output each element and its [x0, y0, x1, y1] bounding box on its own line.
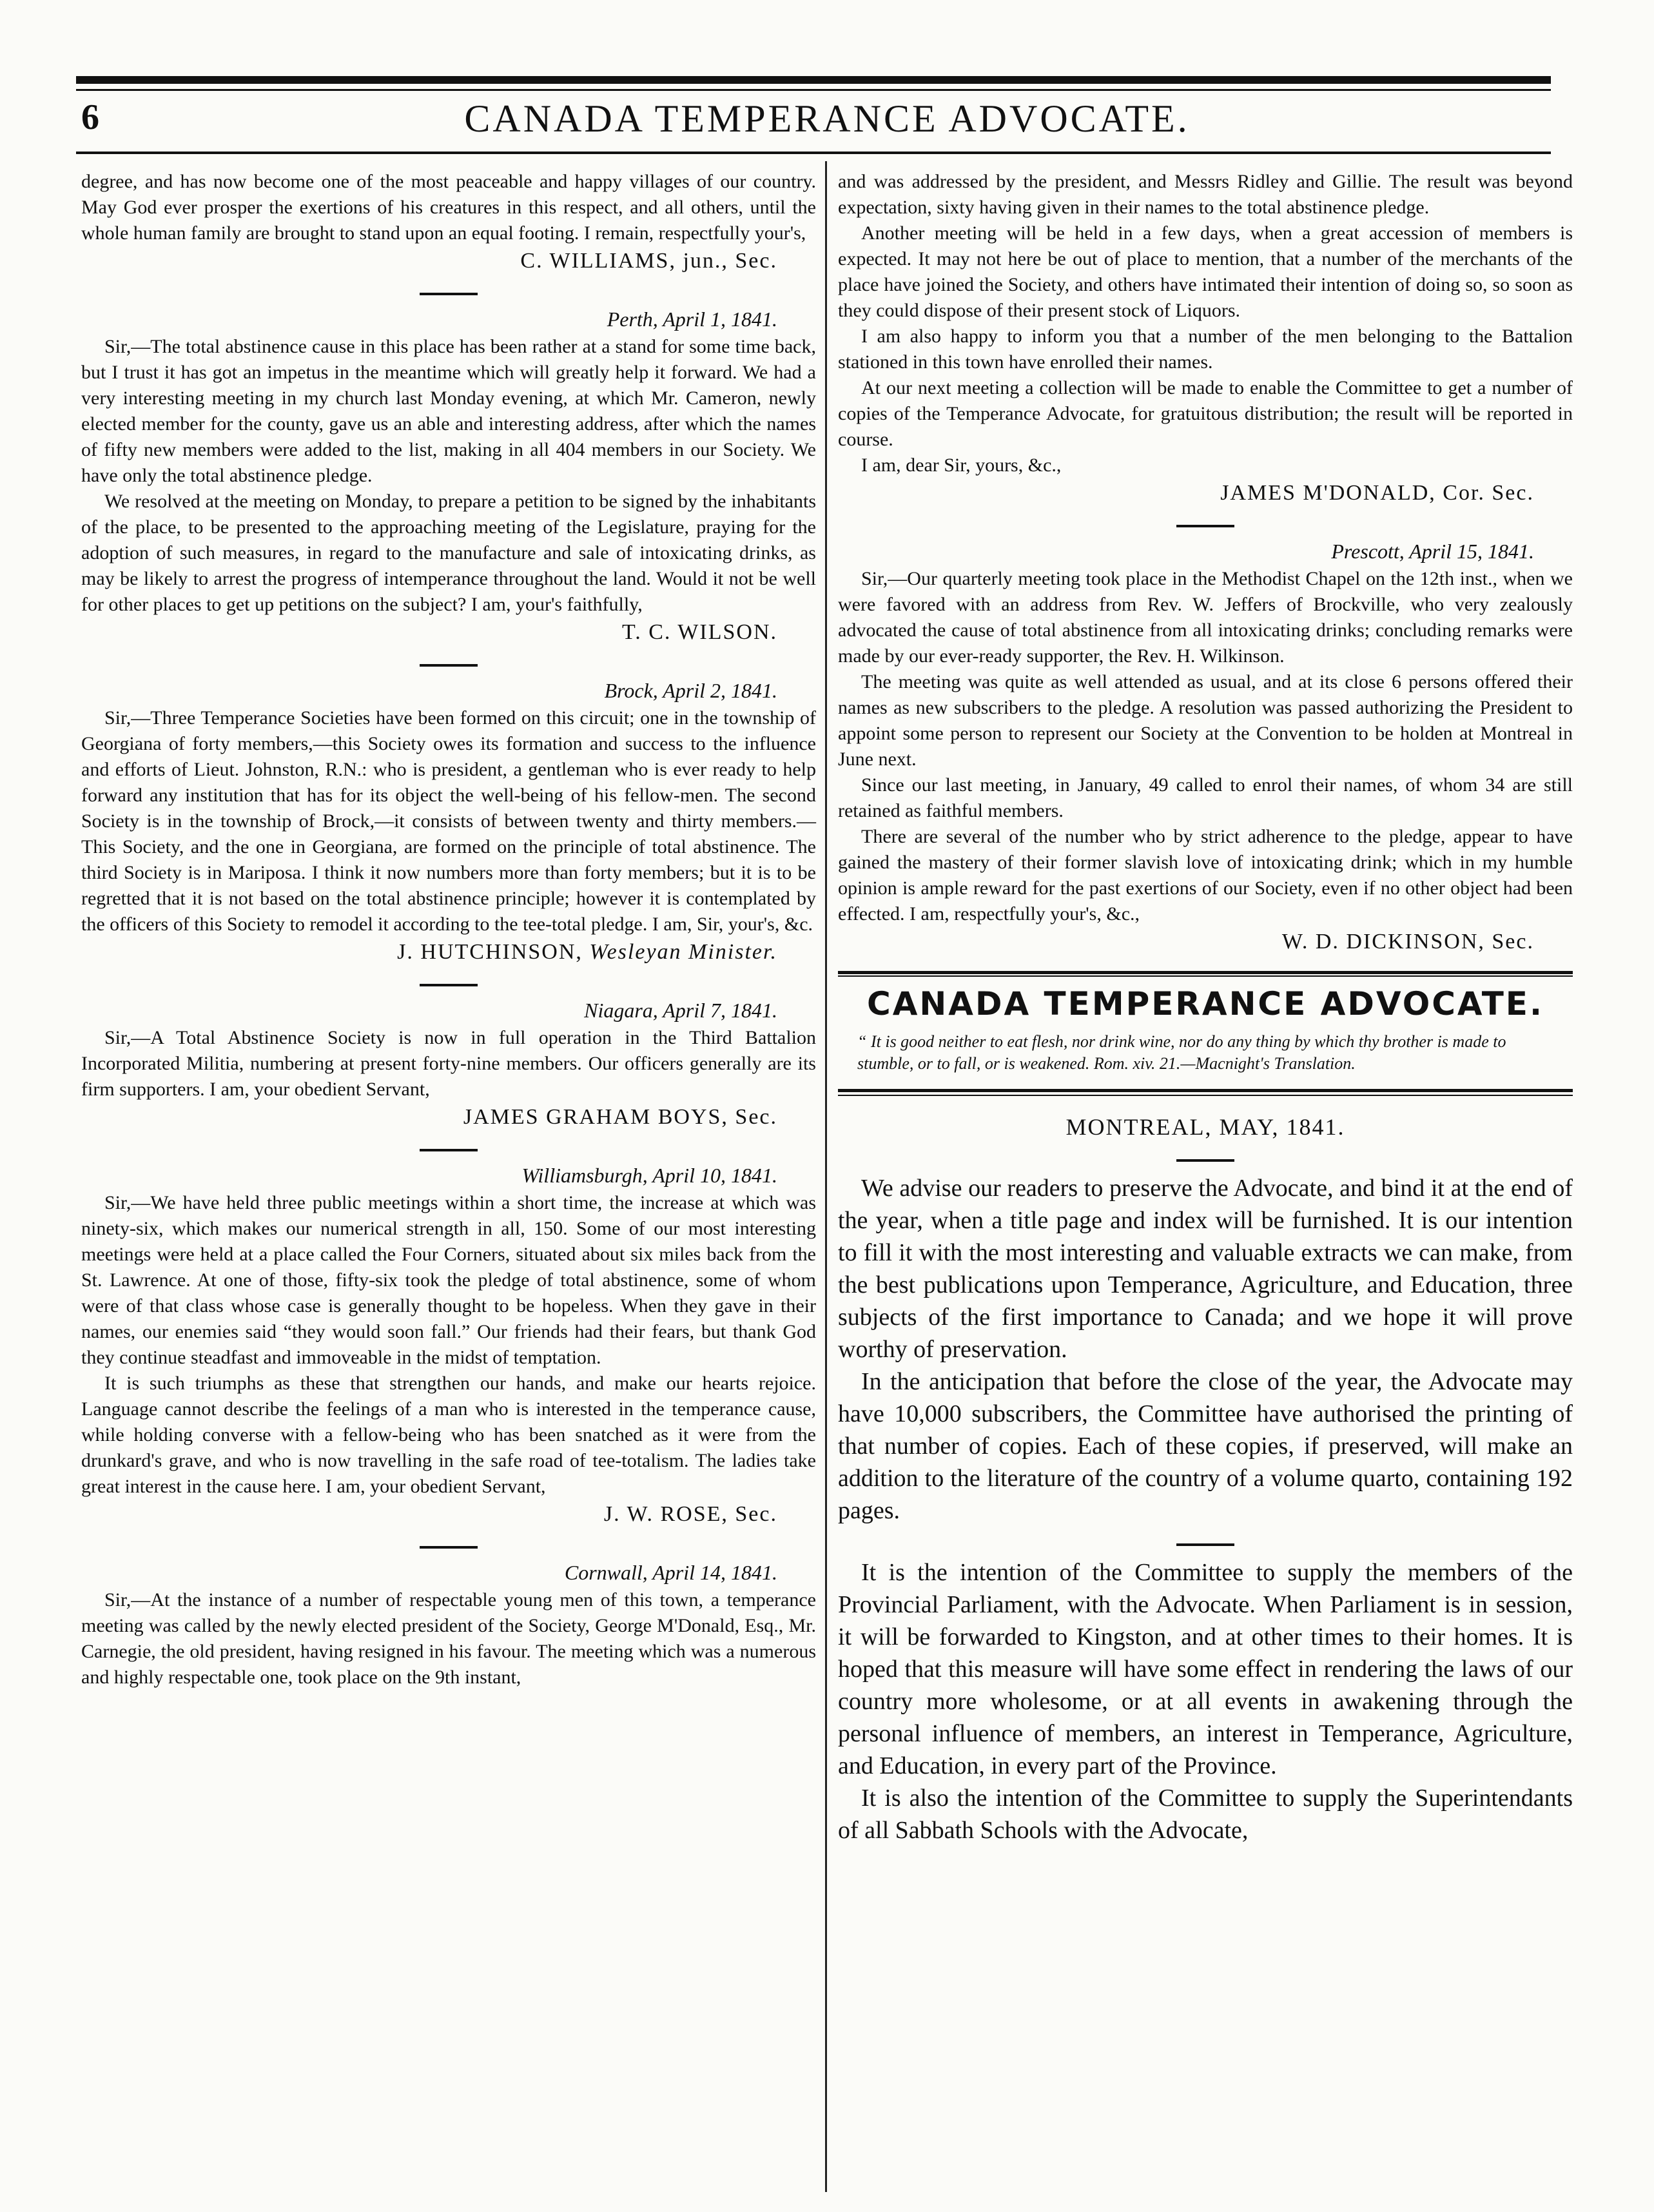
- letter-place: Niagara,: [584, 999, 658, 1022]
- letter-place: Prescott,: [1331, 540, 1405, 563]
- top-rule: [76, 76, 1551, 84]
- letter-date: April 14, 1841.: [652, 1561, 777, 1584]
- left-column: [81, 169, 816, 1690]
- issue-date: MONTREAL, MAY, 1841.: [1065, 1114, 1345, 1140]
- letter-paragraph: Sir,—We have held three public meetings within a short time, the increase at which was ninety-six, which makes our numerical strength in all, 150. Some of our most interesting meetings were held at a place called the Four Corners, situated about six miles back from the St. Lawrence. At one of those, fifty-six took the pledge of total abstinence, some of whom were of that class whose case is generally thought to be hopeless. When they gave in their names, our enemies said “they would soon fall.” Our friends had their fears, but thank God they continue steadfast and immoveable in the midst of temptation.: [81, 1192, 816, 1368]
- letter-paragraph: Sir,—At the instance of a number of respectable young men of this town, a temperance meeting was called by the newly elected president of the Society, George M'Donald, Esq., Mr. Carnegie, the old president, having resigned in his favour. The meeting which was a numerous and highly respectable one, took place on the 9th instant,: [81, 1589, 816, 1688]
- letter-paragraph: Sir,—A Total Abstinence Society is now in full operation in the Third Battalion Incorporated Militia, numbering at present forty-nine members. Our officers generally are its firm supporters. I am, your obedient Servant,: [81, 1027, 816, 1100]
- section-rule: [420, 1149, 478, 1151]
- letter-signature: J. W. ROSE, Sec.: [603, 1502, 777, 1526]
- letter-paragraph: There are several of the number who by strict adherence to the pledge, appear to have gained the mastery of their former slavish love of intoxicating drink; which in my humble opinion is ample reward for the past exertions of our Society, even if no other object had been effected. I am, respectfully your's, &c.,: [838, 826, 1573, 925]
- running-title: CANADA TEMPERANCE ADVOCATE.: [464, 97, 1190, 140]
- right-column: [838, 169, 1573, 1846]
- signature-name: J. HUTCHINSON,: [397, 940, 583, 964]
- letter-niagara: [81, 997, 816, 1132]
- letter-signature: T. C. WILSON.: [621, 620, 777, 644]
- masthead-rule-thin: [838, 975, 1573, 977]
- editorial-paragraph: In the anticipation that before the close of the year, the Advocate may have 10,000 subscribers, the Committee have authorised the printing of that number of copies. Each of these copies, if preserved, will make an addition to the literature of the country of a volume quarto, containing 192 pages.: [838, 1368, 1573, 1524]
- letter-dateline: [81, 997, 777, 1024]
- letter-paragraph: Sir,—Three Temperance Societies have been formed on this circuit; one in the township of Georgiana of forty members,—this Society owes its formation and success to the influence and efforts of Lieut. Johnston, R.N.: who is president, a gentleman who is ever ready to help forward any institution that has for its object the well-being of his fellow-men. The second Society is in the township of Brock,—it consists of between twenty and thirty members.—This Society, and the one in Georgiana, are formed on the principle of total abstinence. The third Society is in Mariposa. I think it now numbers more than forty members; but it is to be regretted that it is not based on the total abstinence principle; however it is contemplated by the officers of this Society to remodel it according to the tee-total pledge. I am, Sir, your's, &c.: [81, 707, 816, 935]
- section-rule: [420, 664, 478, 667]
- editorial-paragraph: It is also the intention of the Committee to supply the Superintendants of all Sabbath Schools with the Advocate,: [838, 1785, 1573, 1844]
- editorial-paragraph: We advise our readers to preserve the Advocate, and bind it at the end of the year, when a title page and index will be furnished. It is our intention to fill it with the most interesting and valuable extracts we can make, from the best publications upon Temperance, Agriculture, and Education, three subjects of the first importance to Canada; and we hope it will prove worthy of preservation.: [838, 1175, 1573, 1363]
- masthead-rule-thin-bottom: [838, 1095, 1573, 1096]
- letter-signature: W. D. DICKINSON, Sec.: [1281, 930, 1534, 954]
- editorial-block-1: [838, 1172, 1573, 1527]
- masthead-rule-bottom: [838, 1089, 1573, 1092]
- letter-signature: JAMES M'DONALD, Cor. Sec.: [1220, 481, 1534, 505]
- letter-dateline: [81, 1162, 777, 1189]
- letter-dateline: [81, 306, 777, 333]
- letter-dateline: [81, 677, 777, 704]
- header-rule: [76, 152, 1551, 154]
- letter-date: April 2, 1841.: [663, 679, 777, 702]
- letter-place: Perth,: [607, 308, 658, 331]
- letter-date: April 10, 1841.: [652, 1164, 777, 1187]
- letter-paragraph: It is such triumphs as these that strengthen our hands, and make our hearts rejoice. Language cannot describe the feelings of a man who is interested in the temperance cause, while holding converse with a fellow-being who has been snatched as it were from the drunkard's grave, and who is now travelling in the safe road of tee-totalism. The ladies take great interest in the cause here. I am, your obedient Servant,: [81, 1373, 816, 1497]
- section-rule: [1176, 1543, 1234, 1546]
- letter-cornwall-continued: [838, 169, 1573, 508]
- masthead-motto: “ It is good neither to eat flesh, nor drink wine, nor do any thing by which thy brother is made to stumble, or to fall, or is weakened. Rom. xiv. 21.—Macnight's Translation.: [857, 1032, 1506, 1073]
- letter-signature: C. WILLIAMS, jun., Sec.: [520, 249, 777, 273]
- letter-dateline: [838, 538, 1534, 565]
- letter-paragraph: At our next meeting a collection will be made to enable the Committee to get a number of copies of the Temperance Advocate, for gratuitous distribution; the result will be reported in course.: [838, 377, 1573, 450]
- masthead-title: CANADA TEMPERANCE ADVOCATE.: [867, 985, 1544, 1023]
- letter-paragraph: Since our last meeting, in January, 49 called to enrol their names, of whom 34 are still retained as faithful members.: [838, 774, 1573, 821]
- letter-paragraph: We resolved at the meeting on Monday, to prepare a petition to be signed by the inhabitants of the place, to be presented to the approaching meeting of the Legislature, praying for the adoption of such measures, in regard to the manufacture and sale of intoxicating drinks, as may be likely to arrest the progress of intemperance throughout the land. Would it not be well for other places to get up petitions on the subject? I am, your's faithfully,: [81, 491, 816, 615]
- letter-dateline: [81, 1559, 777, 1586]
- letter-date: April 15, 1841.: [1409, 540, 1534, 563]
- letter-place: Brock,: [604, 679, 658, 702]
- page-number: 6: [81, 97, 99, 137]
- letter-paragraph: Sir,—Our quarterly meeting took place in the Methodist Chapel on the 12th inst., when we were favored with an address from Rev. W. Jeffers of Brockville, who very zealously advocated the cause of total abstinence from all intoxicating drinks; concluding remarks were made by our ever-ready supporter, the Rev. H. Wilkinson.: [838, 568, 1573, 667]
- letter-paragraph: Another meeting will be held in a few days, when a great accession of members is expected. It may not here be out of place to mention, that a number of the merchants of the place have joined the Society, and others have intimated their intention of doing so, so soon as they could dispose of their present stock of Liquors.: [838, 222, 1573, 321]
- letter-continued: [81, 169, 816, 276]
- letter-williamsburgh: [81, 1162, 816, 1529]
- letter-paragraph: degree, and has now become one of the most peaceable and happy villages of our country. May God ever prosper the exertions of his creatures in this respect, and all others, until the whole human family are brought to stand upon an equal footing. I remain, respectfully your's,: [81, 171, 816, 244]
- section-rule: [1176, 525, 1234, 527]
- letter-brock: [81, 677, 816, 967]
- editorial-block-2: [838, 1556, 1573, 1846]
- signature-role: Wesleyan Minister.: [589, 940, 777, 964]
- section-rule: [420, 293, 478, 295]
- editorial-paragraph: It is the intention of the Committee to supply the members of the Provincial Parliament, with the Advocate. When Parliament is in session, it will be forwarded to Kingston, and at other times to their homes. It is hoped that this measure will have some effect in rendering the laws of our country more wholesome, or at all events in awakening through the personal influence of members, an interest in Temperance, Agriculture, and Education, in every part of the Province.: [838, 1559, 1573, 1779]
- letter-place: Williamsburgh,: [521, 1164, 648, 1187]
- letter-cornwall: [81, 1559, 816, 1690]
- top-rule-thin: [76, 89, 1551, 91]
- letter-signoff: I am, dear Sir, yours, &c.,: [861, 455, 1062, 476]
- letter-perth: [81, 306, 816, 647]
- letter-signature: [81, 937, 816, 967]
- column-separator: [825, 161, 827, 2192]
- letter-paragraph: and was addressed by the president, and Messrs Ridley and Gillie. The result was beyond expectation, sixty having given in their names to the total abstinence pledge.: [838, 171, 1573, 218]
- section-rule: [1176, 1159, 1234, 1162]
- letter-paragraph: I am also happy to inform you that a number of the men belonging to the Battalion stationed in this town have enrolled their names.: [838, 326, 1573, 373]
- letter-date: April 7, 1841.: [663, 999, 777, 1022]
- letter-paragraph: The meeting was quite as well attended as usual, and at its close 6 persons offered their names as new subscribers to the pledge. A resolution was passed authorizing the President to appoint some person to represent our Society at the Convention to be holden at Montreal in June next.: [838, 671, 1573, 770]
- letter-paragraph: Sir,—The total abstinence cause in this place has been rather at a stand for some time back, but I trust it has got an impetus in the meantime which will greatly help it forward. We had a very interesting meeting in my church last Monday evening, at which Mr. Cameron, newly elected member for the county, gave us an able and interesting address, after which the names of fifty new members were added to the list, making in all 404 members in our Society. We have only the total abstinence pledge.: [81, 336, 816, 486]
- letter-signature: JAMES GRAHAM BOYS, Sec.: [463, 1105, 777, 1129]
- letter-place: Cornwall,: [564, 1561, 648, 1584]
- letter-prescott: [838, 538, 1573, 957]
- letter-date: April 1, 1841.: [663, 308, 777, 331]
- masthead-rule: [838, 971, 1573, 974]
- section-rule: [420, 984, 478, 986]
- section-rule: [420, 1546, 478, 1549]
